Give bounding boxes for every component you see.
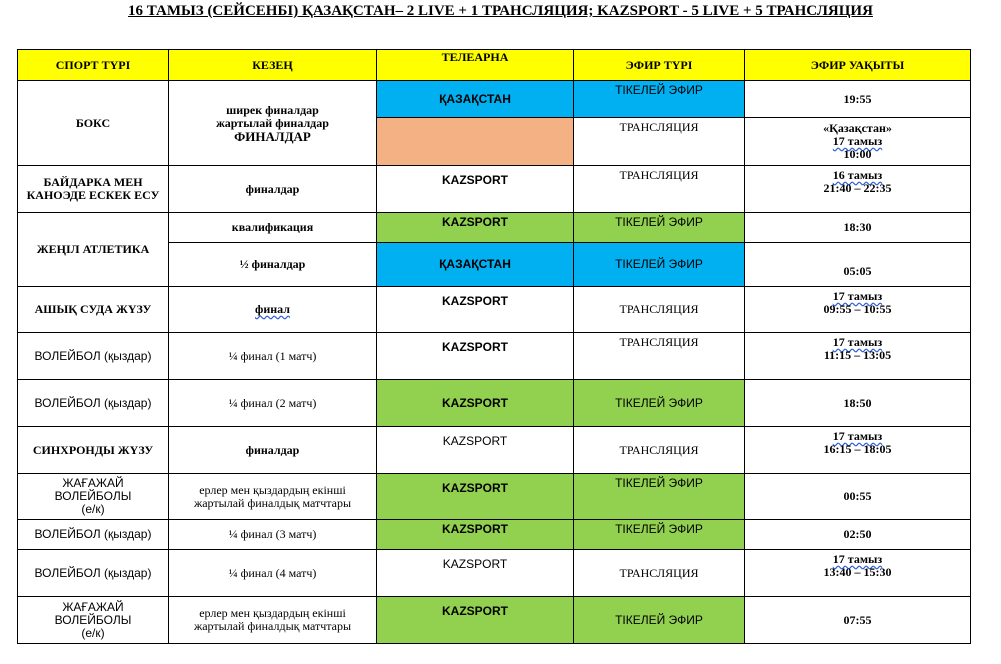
table-row — [18, 166, 971, 213]
time-line: 10:00 — [843, 147, 872, 161]
type-cell: ТРАНСЛЯЦИЯ — [574, 333, 745, 380]
time-line: 17 тамыз — [832, 335, 883, 349]
time-line: 16:15 – 18:05 — [823, 442, 892, 456]
stage-cell — [169, 597, 377, 644]
channel-cell: KAZSPORT — [377, 550, 574, 597]
type-cell: ТРАНСЛЯЦИЯ — [574, 550, 745, 597]
time-cell: 18:30 — [745, 213, 971, 243]
stage-cell: финалдар — [169, 166, 377, 213]
table-row — [18, 520, 971, 550]
header-sport: СПОРТ ТҮРІ — [18, 50, 169, 81]
table-header-row — [18, 50, 971, 81]
stage-cell: ¼ финал (3 матч) — [169, 520, 377, 550]
stage-cell: ¼ финал (1 матч) — [169, 333, 377, 380]
stage-cell: финалдар — [169, 427, 377, 474]
type-cell: ТІКЕЛЕЙ ЭФИР — [574, 474, 745, 520]
sport-cell: БАЙДАРКА МЕН КАНОЭДЕ ЕСКЕК ЕСУ — [18, 166, 169, 213]
stage-cell: ½ финалдар — [169, 243, 377, 287]
time-cell: 05:05 — [745, 243, 971, 287]
time-line: 17 тамыз — [832, 289, 883, 303]
header-type: ЭФИР ТҮРІ — [574, 50, 745, 81]
type-cell: ТІКЕЛЕЙ ЭФИР — [574, 213, 745, 243]
time-cell: 18:50 — [745, 380, 971, 427]
channel-cell-empty — [377, 118, 574, 166]
time-cell: 07:55 — [745, 597, 971, 644]
time-cell — [745, 550, 971, 597]
table-row — [18, 213, 971, 243]
stage-cell — [169, 81, 377, 166]
sport-line: (е/к) — [81, 625, 105, 640]
stage-line: жартылай финалдар — [216, 115, 329, 130]
time-cell: 02:50 — [745, 520, 971, 550]
time-cell — [745, 166, 971, 213]
channel-cell: KAZSPORT — [377, 380, 574, 427]
type-cell: ТІКЕЛЕЙ ЭФИР — [574, 520, 745, 550]
time-cell — [745, 287, 971, 333]
sport-cell: ВОЛЕЙБОЛ (қыздар) — [18, 380, 169, 427]
sport-cell: ВОЛЕЙБОЛ (қыздар) — [18, 550, 169, 597]
stage-text: финал — [255, 302, 290, 316]
type-cell: ТІКЕЛЕЙ ЭФИР — [574, 380, 745, 427]
time-cell — [745, 118, 971, 166]
sport-cell — [18, 597, 169, 644]
table-row — [18, 427, 971, 474]
table-row — [18, 597, 971, 644]
time-line: 21:40 – 22:35 — [823, 181, 892, 195]
time-cell — [745, 333, 971, 380]
table-row — [18, 474, 971, 520]
table-row — [18, 380, 971, 427]
type-cell: ТІКЕЛЕЙ ЭФИР — [574, 81, 745, 118]
stage-line: ерлер мен қыздардың екінші — [199, 606, 346, 620]
stage-cell: ¼ финал (2 матч) — [169, 380, 377, 427]
channel-cell: ҚАЗАҚСТАН — [377, 243, 574, 287]
stage-line: ширек финалдар — [226, 102, 319, 117]
stage-line: жартылай финалдық матчтары — [193, 495, 352, 510]
type-cell: ТІКЕЛЕЙ ЭФИР — [574, 243, 745, 287]
header-time: ЭФИР УАҚЫТЫ — [745, 50, 971, 81]
type-cell: ТІКЕЛЕЙ ЭФИР — [574, 597, 745, 644]
type-cell: ТРАНСЛЯЦИЯ — [574, 166, 745, 213]
time-line: 11:15 – 13:05 — [823, 348, 892, 362]
stage-line: жартылай финалдық матчтары — [193, 619, 352, 633]
time-cell: 00:55 — [745, 474, 971, 520]
channel-cell: KAZSPORT — [377, 427, 574, 474]
page-title: 16 ТАМЫЗ (СЕЙСЕНБІ) ҚАЗАҚСТАН– 2 LIVE + 1 ТРАНСЛЯЦИЯ; KAZSPORT - 5 LIVE + 5 ТРАНСЛЯЦИЯ — [128, 3, 873, 19]
sport-cell: ВОЛЕЙБОЛ (қыздар) — [18, 520, 169, 550]
stage-cell: квалификация — [169, 213, 377, 243]
time-line: 17 тамыз — [832, 429, 883, 443]
time-line: «Қазақстан» — [823, 121, 892, 135]
channel-cell: KAZSPORT — [377, 213, 574, 243]
sport-line: ВОЛЕЙБОЛЫ — [54, 489, 132, 503]
channel-cell: KAZSPORT — [377, 520, 574, 550]
table-row — [18, 287, 971, 333]
sport-line: ЖАҒАЖАЙ — [62, 599, 124, 614]
time-line: 17 тамыз — [832, 552, 883, 566]
table-row — [18, 81, 971, 118]
sport-cell: БОКС — [18, 81, 169, 166]
broadcast-schedule-table — [17, 49, 971, 644]
header-channel: ТЕЛЕАРНА — [377, 50, 574, 81]
time-line: 17 тамыз — [832, 134, 883, 148]
sport-cell: АШЫҚ СУДА ЖҮЗУ — [18, 287, 169, 333]
channel-cell: KAZSPORT — [377, 474, 574, 520]
sport-line: ЖАҒАЖАЙ — [62, 476, 124, 490]
channel-cell: KAZSPORT — [377, 333, 574, 380]
stage-cell — [169, 287, 377, 333]
sport-cell: ЖЕҢІЛ АТЛЕТИКА — [18, 213, 169, 287]
channel-cell: ҚАЗАҚСТАН — [377, 81, 574, 118]
stage-cell — [169, 474, 377, 520]
sport-cell — [18, 474, 169, 520]
sport-cell: СИНХРОНДЫ ЖҮЗУ — [18, 427, 169, 474]
time-cell — [745, 427, 971, 474]
stage-line: ФИНАЛДАР — [234, 128, 311, 144]
sport-line: (е/к) — [81, 502, 105, 516]
type-cell: ТРАНСЛЯЦИЯ — [574, 427, 745, 474]
table-row — [18, 550, 971, 597]
channel-cell: KAZSPORT — [377, 287, 574, 333]
header-stage: КЕЗЕҢ — [169, 50, 377, 81]
time-line: 13:40 – 15:30 — [823, 565, 892, 579]
channel-cell: KAZSPORT — [377, 597, 574, 644]
time-line: 16 тамыз — [832, 168, 883, 182]
time-line: 09:55 – 10:55 — [823, 302, 892, 316]
table-row — [18, 333, 971, 380]
stage-cell: ¼ финал (4 матч) — [169, 550, 377, 597]
sport-line: ВОЛЕЙБОЛЫ — [54, 612, 132, 627]
channel-cell: KAZSPORT — [377, 166, 574, 213]
type-cell: ТРАНСЛЯЦИЯ — [574, 118, 745, 166]
stage-line: ерлер мен қыздардың екінші — [199, 482, 346, 497]
type-cell: ТРАНСЛЯЦИЯ — [574, 287, 745, 333]
time-cell: 19:55 — [745, 81, 971, 118]
sport-cell: ВОЛЕЙБОЛ (қыздар) — [18, 333, 169, 380]
